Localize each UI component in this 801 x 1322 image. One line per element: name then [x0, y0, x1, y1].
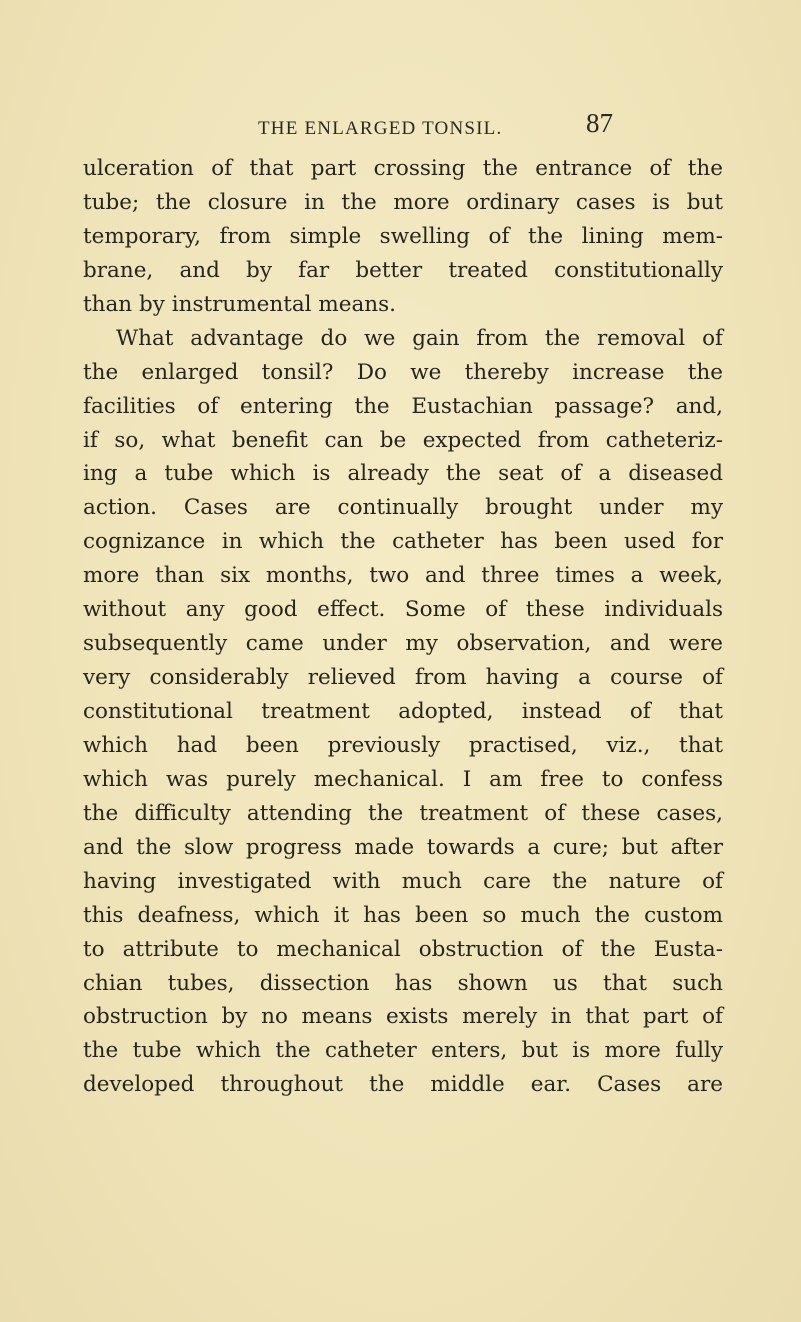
running-head: THE ENLARGED TONSIL.: [258, 118, 503, 139]
text-line: constitutional treatment adopted, instead of that: [83, 699, 723, 724]
text-line: brane, and by far better treated constitutionally: [83, 257, 723, 283]
text-line: having investigated with much care the nature of: [83, 868, 723, 894]
text-line: this deafness, which it has been so much the custom: [83, 902, 723, 928]
page-number: 87: [586, 108, 613, 138]
text-line: if so, what benefit can be expected from catheteriz-: [83, 427, 723, 453]
text-line: facilities of entering the Eustachian passage? and,: [83, 393, 723, 419]
text-line: the tube which the catheter enters, but is more fully: [83, 1038, 723, 1064]
text-line: the difficulty attending the treatment of these cases,: [83, 800, 723, 826]
text-line: and the slow progress made towards a cure; but after: [83, 834, 723, 860]
text-line: subsequently came under my observation, and were: [83, 631, 723, 657]
text-line: more than six months, two and three times a week,: [83, 563, 723, 589]
text-line: to attribute to mechanical obstruction of the Eusta-: [83, 936, 723, 962]
text-line: action. Cases are continually brought under my: [83, 495, 723, 521]
text-line: obstruction by no means exists merely in that part of: [83, 1004, 723, 1030]
body-text: [83, 152, 723, 1102]
text-line: than by instrumental means.: [83, 291, 397, 317]
text-line: which was purely mechanical. I am free to confess: [83, 766, 723, 792]
text-line: very considerably relieved from having a course of: [83, 665, 723, 691]
text-line: ulceration of that part crossing the entrance of the: [83, 156, 723, 181]
text-line: developed throughout the middle ear. Cases are: [83, 1072, 723, 1098]
text-line: temporary, from simple swelling of the lining mem-: [83, 223, 723, 249]
text-line: cognizance in which the catheter has been used for: [83, 529, 723, 555]
text-line: which had been previously practised, viz., that: [83, 732, 723, 758]
text-line: ing a tube which is already the seat of a diseased: [83, 461, 723, 487]
text-line: What advantage do we gain from the removal of: [116, 325, 723, 351]
text-line: without any good effect. Some of these individuals: [83, 597, 723, 623]
text-line: tube; the closure in the more ordinary cases is but: [83, 189, 723, 215]
text-line: the enlarged tonsil? Do we thereby increase the: [83, 359, 723, 385]
text-line: chian tubes, dissection has shown us that such: [83, 970, 723, 996]
